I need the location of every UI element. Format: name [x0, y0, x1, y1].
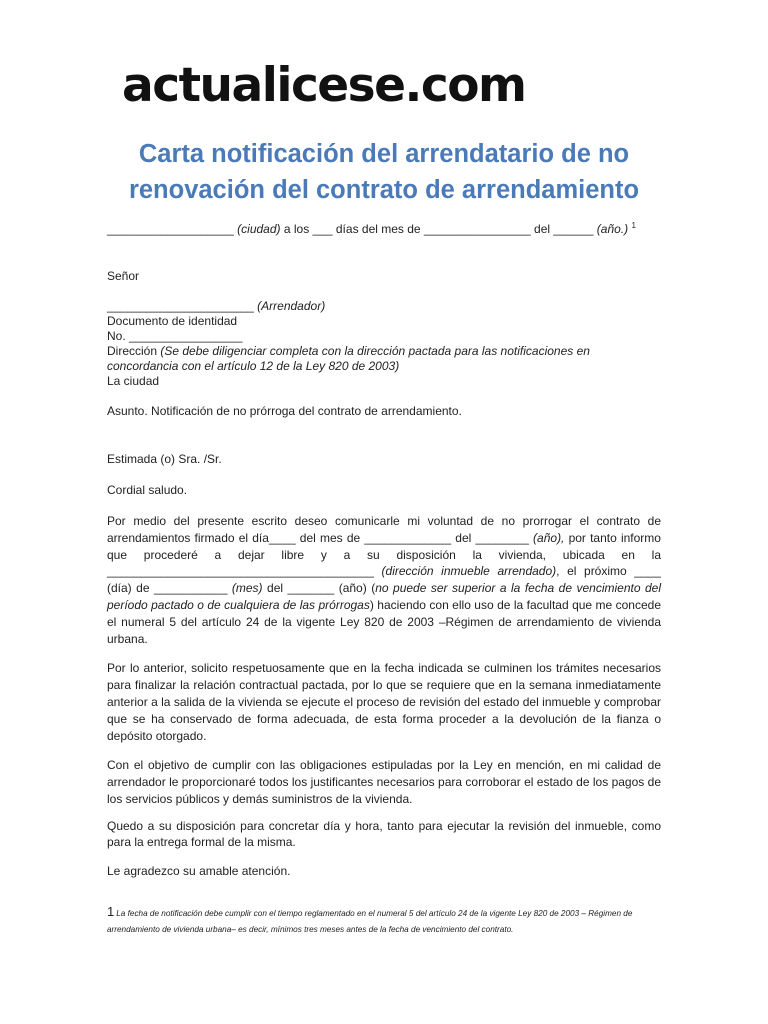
p1-italic-2: (dirección inmueble arrendado): [381, 564, 557, 579]
p1-text-1: Por medio del presente escrito deseo comunicarle mi voluntad de no prorrogar el contrato de arrendamientos firmado el día____ del mes de _____________ del ________: [107, 514, 661, 545]
footnote-text: La fecha de notificación debe cumplir con el tiempo reglamentado en el numeral 5 del artículo 24 de la vigente Ley 820 de 2003 – Régimen de arrendamiento de vivienda urbana– es decir, mínimos tres meses antes de la fecha de vencimiento del contrato.: [107, 909, 633, 934]
p1-text-4: del _______ (año) (: [262, 581, 376, 596]
site-logo: actualicese.com: [122, 58, 526, 113]
footnote: [107, 904, 667, 938]
p1-text-2: por tanto informo que procederé a dejar libre y a su disposición la vivienda, ubicada en la ________________________________________: [107, 530, 661, 579]
paragraph-2: Por lo anterior, solicito respetuosamente que en la fecha indicada se culminen los trámites necesarios para finalizar la relación contractual pactada, por lo que se requiere que en la semana inmediatamente anterior a la salida de la vivienda se ejecute el proceso de revisión del estado del inmueble y comprobar que se ha conservado de forma adecuada, de esta forma proceder a la devolución de la fianza o depósito otorgado.: [107, 661, 661, 743]
date-text: a los ___ días del mes de ________________ del ______: [280, 222, 597, 236]
cordial-greeting: Cordial saludo.: [107, 483, 188, 497]
p1-italic-4: no puede ser superior a la fecha de vencimiento del período pactado o de cualquiera de las prórrogas: [107, 581, 662, 612]
document-title: [60, 136, 708, 208]
p1-italic-3: (mes): [231, 581, 263, 596]
p1-text-5: ) haciendo con ello uso de la facultad que me concede el numeral 5 del artículo 24 de la vigente Ley 820 de 2003 –Régimen de arrendamiento de vivienda urbana.: [107, 597, 661, 646]
p1-text-3: , el próximo ____ (día) de ___________: [107, 564, 661, 596]
city-blank: ___________________: [107, 222, 234, 236]
city-label: (ciudad): [237, 222, 281, 236]
p1-italic-1: (año),: [533, 530, 565, 545]
paragraph-3: Con el objetivo de cumplir con las obligaciones estipuladas por la Ley en mención, en mi calidad de arrendador le proporcionaré todos los justificantes necesarios para corroborar el estado de los pagos de los servicios públicos y demás suministros de la vivienda.: [107, 758, 661, 806]
name-blank: ______________________: [107, 299, 254, 313]
year-label: (año.): [596, 222, 629, 236]
paragraph-4: Quedo a su disposición para concretar día y hora, tanto para ejecutar la revisión del inmueble, como para la entrega formal de la misma.: [107, 819, 661, 849]
salutation: Estimada (o) Sra. /Sr.: [107, 452, 222, 466]
footnote-number: 1: [107, 904, 115, 919]
address-note: (Se debe diligenciar completa con la dirección pactada para las notificaciones en: [160, 344, 590, 358]
addressee-block: [107, 299, 661, 389]
greeting-title: Señor: [107, 269, 140, 283]
date-line: [107, 222, 661, 237]
name-label: (Arrendador): [257, 299, 326, 313]
id-document: Documento de identidad: [107, 314, 238, 328]
address-prefix: Dirección: [107, 344, 161, 358]
title-line-2: renovación del contrato de arrendamiento: [128, 176, 640, 204]
addressee-city: La ciudad: [107, 374, 160, 388]
address-note-cont: concordancia con el artículo 12 de la Ley 820 de 2003): [107, 359, 400, 373]
footnote-reference: 1: [631, 221, 636, 230]
title-line-1: Carta notificación del arrendatario de no: [138, 140, 630, 168]
paragraph-1: [107, 513, 661, 647]
id-number: No. _________________: [107, 329, 243, 343]
subject-line: Asunto. Notificación de no prórroga del contrato de arrendamiento.: [107, 404, 462, 418]
closing-line: Le agradezco su amable atención.: [107, 864, 291, 878]
